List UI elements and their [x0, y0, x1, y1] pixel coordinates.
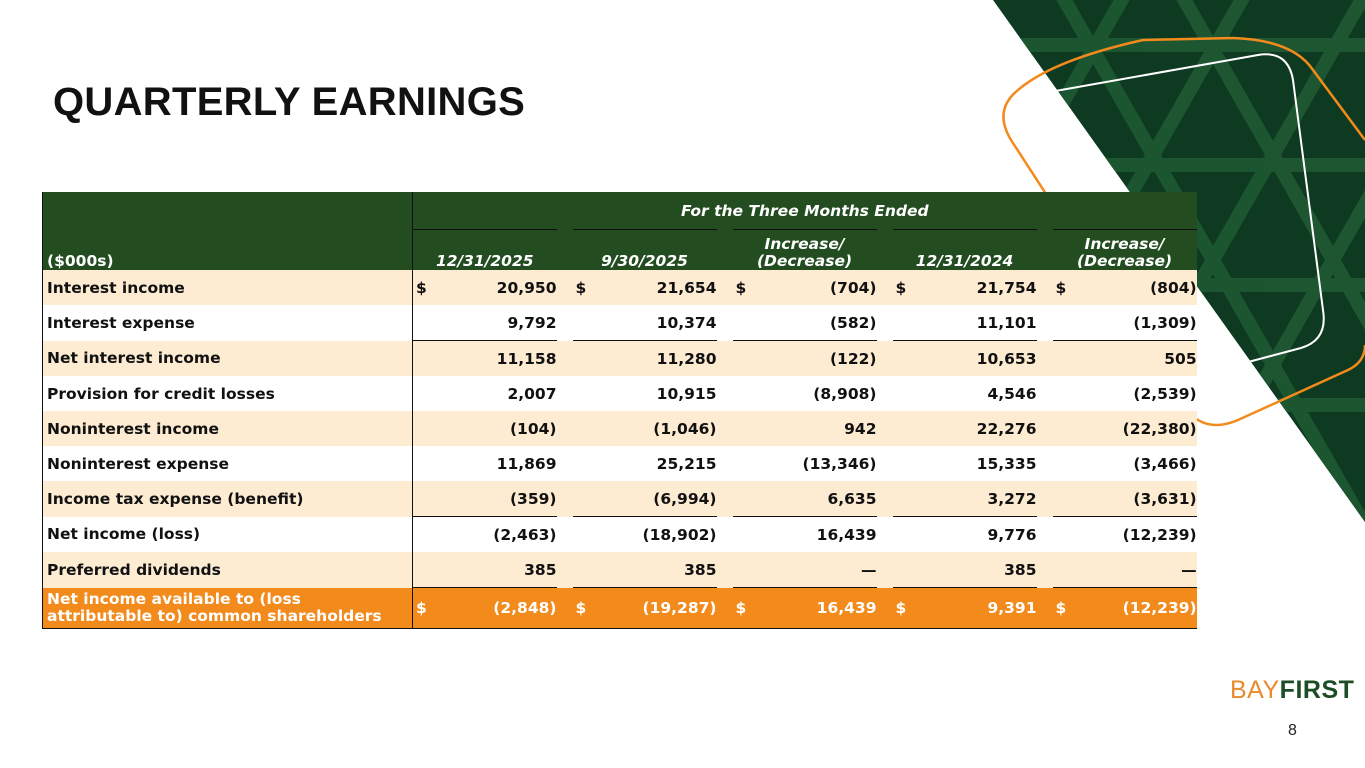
unit-label: ($000s)	[43, 230, 413, 271]
cell-value: (1,046)	[590, 411, 717, 446]
cell-value: (2,848)	[430, 588, 557, 629]
cell-value: (359)	[430, 481, 557, 517]
cell-value: 22,276	[910, 411, 1037, 446]
row-label: Noninterest expense	[43, 446, 413, 481]
row-label: Income tax expense (benefit)	[43, 481, 413, 517]
currency-symbol	[893, 376, 910, 411]
cell-value: 9,776	[910, 517, 1037, 553]
cell-gap	[1037, 517, 1053, 553]
cell-value: 10,653	[910, 341, 1037, 377]
cell-gap	[557, 411, 573, 446]
currency-symbol	[1053, 411, 1070, 446]
currency-symbol	[413, 376, 430, 411]
row-label: Net interest income	[43, 341, 413, 377]
cell-value: 385	[430, 552, 557, 588]
cell-gap	[877, 446, 893, 481]
cell-gap	[1037, 270, 1053, 305]
row-label: Noninterest income	[43, 411, 413, 446]
cell-gap	[877, 305, 893, 341]
cell-value: 10,374	[590, 305, 717, 341]
cell-gap	[717, 517, 733, 553]
cell-gap	[557, 376, 573, 411]
currency-symbol	[573, 411, 590, 446]
cell-value: (22,380)	[1070, 411, 1197, 446]
cell-gap	[877, 517, 893, 553]
table-row	[43, 270, 1197, 305]
cell-gap	[877, 270, 893, 305]
column-header-line: Increase/	[764, 235, 845, 253]
currency-symbol	[413, 341, 430, 377]
currency-symbol	[733, 481, 750, 517]
cell-value: (18,902)	[590, 517, 717, 553]
currency-symbol	[1053, 446, 1070, 481]
table-row	[43, 305, 1197, 341]
table-row	[43, 481, 1197, 517]
cell-value: 15,335	[910, 446, 1037, 481]
currency-symbol	[893, 552, 910, 588]
currency-symbol: $	[573, 270, 590, 305]
table-row	[43, 517, 1197, 553]
currency-symbol	[573, 446, 590, 481]
currency-symbol	[733, 446, 750, 481]
currency-symbol	[413, 552, 430, 588]
cell-gap	[1037, 552, 1053, 588]
cell-value: 11,101	[910, 305, 1037, 341]
cell-value: (13,346)	[750, 446, 877, 481]
cell-gap	[557, 270, 573, 305]
cell-gap	[877, 552, 893, 588]
currency-symbol	[413, 517, 430, 553]
cell-gap	[877, 588, 893, 629]
table-row	[43, 588, 1197, 629]
cell-gap	[1037, 446, 1053, 481]
currency-symbol: $	[733, 270, 750, 305]
row-label: Provision for credit losses	[43, 376, 413, 411]
currency-symbol	[573, 481, 590, 517]
currency-symbol	[893, 446, 910, 481]
cell-gap	[717, 341, 733, 377]
currency-symbol	[733, 376, 750, 411]
cell-value: (8,908)	[750, 376, 877, 411]
cell-value: (12,239)	[1070, 517, 1197, 553]
cell-value: 20,950	[430, 270, 557, 305]
cell-value: 10,915	[590, 376, 717, 411]
cell-gap	[717, 305, 733, 341]
cell-value: 16,439	[750, 588, 877, 629]
cell-gap	[877, 411, 893, 446]
table-row	[43, 341, 1197, 377]
cell-gap	[717, 588, 733, 629]
cell-value: 385	[590, 552, 717, 588]
currency-symbol	[733, 341, 750, 377]
cell-gap	[877, 481, 893, 517]
cell-value: 3,272	[910, 481, 1037, 517]
currency-symbol	[573, 517, 590, 553]
column-header-line: (Decrease)	[756, 252, 853, 270]
currency-symbol: $	[893, 588, 910, 629]
column-header-2	[573, 230, 717, 271]
currency-symbol	[573, 341, 590, 377]
cell-gap	[557, 305, 573, 341]
currency-symbol	[733, 305, 750, 341]
column-header-line: 9/30/2025	[601, 252, 688, 270]
currency-symbol	[893, 481, 910, 517]
cell-value: (12,239)	[1070, 588, 1197, 629]
currency-symbol	[413, 305, 430, 341]
cell-gap	[557, 552, 573, 588]
cell-gap	[1037, 411, 1053, 446]
cell-value: 21,654	[590, 270, 717, 305]
row-label: Interest expense	[43, 305, 413, 341]
quarterly-earnings-table	[42, 192, 1197, 629]
cell-gap	[717, 552, 733, 588]
cell-gap	[557, 517, 573, 553]
currency-symbol: $	[1053, 270, 1070, 305]
cell-gap	[1037, 588, 1053, 629]
cell-value: (2,463)	[430, 517, 557, 553]
cell-gap	[557, 481, 573, 517]
cell-value: 6,635	[750, 481, 877, 517]
cell-value: 16,439	[750, 517, 877, 553]
row-label: Preferred dividends	[43, 552, 413, 588]
cell-gap	[557, 446, 573, 481]
currency-symbol	[413, 411, 430, 446]
cell-gap	[877, 376, 893, 411]
cell-value: (582)	[750, 305, 877, 341]
currency-symbol: $	[1053, 588, 1070, 629]
header-gap	[1037, 230, 1053, 271]
logo-text-first: FIRST	[1279, 676, 1355, 704]
table-row	[43, 446, 1197, 481]
cell-value: —	[1070, 552, 1197, 588]
currency-symbol: $	[413, 588, 430, 629]
currency-symbol	[1053, 517, 1070, 553]
column-header-4	[893, 230, 1037, 271]
currency-symbol	[1053, 481, 1070, 517]
table-row	[43, 552, 1197, 588]
cell-gap	[877, 341, 893, 377]
cell-gap	[1037, 305, 1053, 341]
currency-symbol	[573, 376, 590, 411]
cell-value: 2,007	[430, 376, 557, 411]
cell-value: (704)	[750, 270, 877, 305]
table-row	[43, 376, 1197, 411]
cell-value: (3,466)	[1070, 446, 1197, 481]
column-header-3	[733, 230, 877, 271]
cell-value: 385	[910, 552, 1037, 588]
currency-symbol	[573, 552, 590, 588]
row-label: Interest income	[43, 270, 413, 305]
cell-value: 11,280	[590, 341, 717, 377]
cell-gap	[717, 376, 733, 411]
cell-gap	[717, 446, 733, 481]
page-number: 8	[1288, 722, 1297, 739]
currency-symbol: $	[573, 588, 590, 629]
column-header-line: 12/31/2024	[915, 252, 1014, 270]
group-header: For the Three Months Ended	[413, 192, 1197, 230]
currency-symbol	[573, 305, 590, 341]
cell-value: 942	[750, 411, 877, 446]
cell-value: (6,994)	[590, 481, 717, 517]
cell-value: 25,215	[590, 446, 717, 481]
header-blank-cell	[43, 192, 413, 230]
bayfirst-logo	[1230, 676, 1354, 705]
currency-symbol	[893, 305, 910, 341]
row-label: Net income (loss)	[43, 517, 413, 553]
logo-text-bay: BAY	[1230, 676, 1280, 704]
table-row	[43, 411, 1197, 446]
currency-symbol	[1053, 305, 1070, 341]
cell-gap	[717, 481, 733, 517]
cell-gap	[717, 411, 733, 446]
cell-value: 11,869	[430, 446, 557, 481]
cell-value: (3,631)	[1070, 481, 1197, 517]
currency-symbol: $	[733, 588, 750, 629]
currency-symbol	[733, 517, 750, 553]
cell-value: 21,754	[910, 270, 1037, 305]
currency-symbol	[893, 411, 910, 446]
currency-symbol: $	[893, 270, 910, 305]
currency-symbol	[893, 341, 910, 377]
cell-value: (2,539)	[1070, 376, 1197, 411]
cell-value: (804)	[1070, 270, 1197, 305]
header-gap	[557, 230, 573, 271]
cell-gap	[1037, 341, 1053, 377]
cell-value: (104)	[430, 411, 557, 446]
cell-value: 11,158	[430, 341, 557, 377]
currency-symbol	[1053, 376, 1070, 411]
cell-value: —	[750, 552, 877, 588]
currency-symbol	[413, 481, 430, 517]
currency-symbol	[733, 411, 750, 446]
cell-value: 9,792	[430, 305, 557, 341]
cell-gap	[1037, 376, 1053, 411]
header-gap	[717, 230, 733, 271]
cell-value: (1,309)	[1070, 305, 1197, 341]
page-title: QUARTERLY EARNINGS	[53, 80, 526, 124]
currency-symbol	[413, 446, 430, 481]
cell-value: (19,287)	[590, 588, 717, 629]
column-header-line: (Decrease)	[1077, 252, 1173, 270]
cell-value: 9,391	[910, 588, 1037, 629]
cell-gap	[557, 588, 573, 629]
column-header-5	[1053, 230, 1197, 271]
column-header-line: 12/31/2025	[435, 252, 534, 270]
header-gap	[877, 230, 893, 271]
column-header-1	[413, 230, 557, 271]
cell-value: (122)	[750, 341, 877, 377]
cell-gap	[557, 341, 573, 377]
currency-symbol	[733, 552, 750, 588]
currency-symbol	[1053, 552, 1070, 588]
cell-value: 4,546	[910, 376, 1037, 411]
currency-symbol	[1053, 341, 1070, 377]
row-label: Net income available to (loss attributable to) common shareholders	[43, 588, 413, 629]
cell-value: 505	[1070, 341, 1197, 377]
cell-gap	[717, 270, 733, 305]
column-header-line: Increase/	[1084, 235, 1165, 253]
currency-symbol	[893, 517, 910, 553]
cell-gap	[1037, 481, 1053, 517]
currency-symbol: $	[413, 270, 430, 305]
